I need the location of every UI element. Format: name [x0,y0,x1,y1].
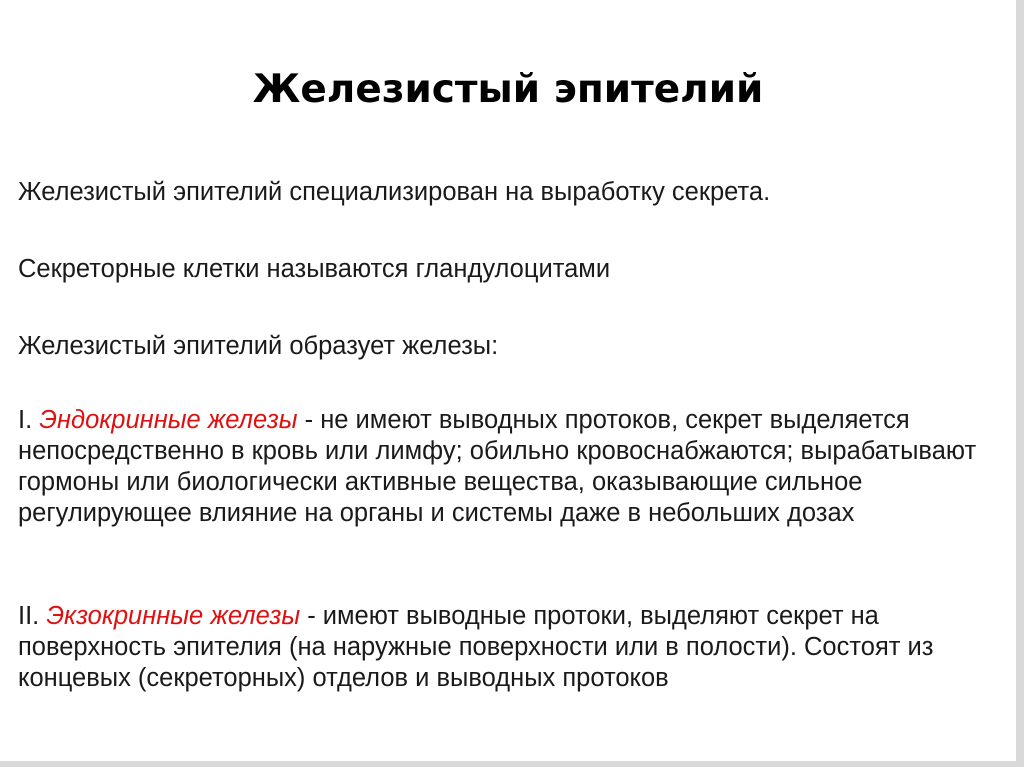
list-item-endocrine [18,405,978,529]
list-item-number: II. [18,602,47,630]
paragraph-secretory-cells: Секреторные клетки называются гландулоцитами [18,255,611,283]
list-item-number: I. [18,406,40,434]
term-endocrine-glands: Эндокринные железы [39,406,298,434]
list-item-description: - не имеют выводных протоков, секрет выделяется непосредственно в кровь или лимфу; обильно кровоснабжаются; вырабатывают гормоны или биологически активные вещества, оказывающие сильное регулирующее влияние на органы и системы даже в небольших дозах [18,406,977,527]
term-exocrine-glands: Экзокринные железы [46,602,301,630]
paragraph-definition: Железистый эпителий специализирован на выработку секрета. [18,178,771,206]
list-item-description: - имеют выводные протоки, выделяют секрет на поверхность эпителия (на наружные поверхности или в полости). Состоят из концевых (секреторных) отделов и выводных протоков [18,602,934,692]
list-item-exocrine [18,601,978,694]
paragraph-forms-glands: Железистый эпителий образует железы: [18,332,499,360]
slide-title: Железистый эпителий [252,67,764,112]
